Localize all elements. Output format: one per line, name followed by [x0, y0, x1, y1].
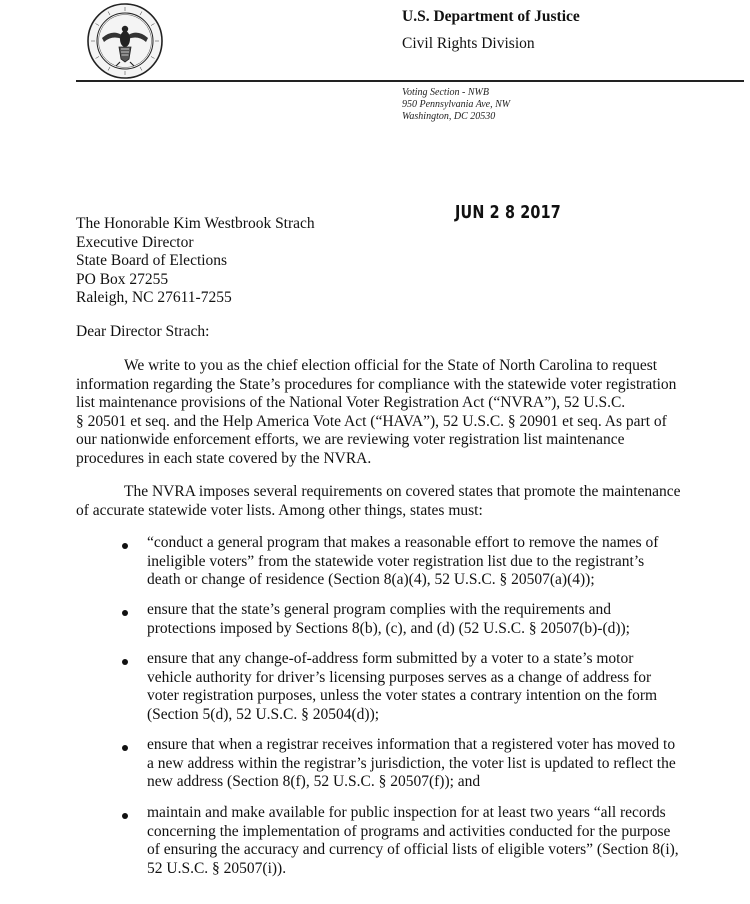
list-item-line: ensure that when a registrar receives information that a registered voter has moved to [147, 736, 676, 753]
list-item [147, 804, 747, 878]
list-item-line: concerning the implementation of programs and activities conducted for the purpose [147, 822, 671, 840]
bullet-icon [122, 610, 128, 616]
recipient-address [76, 215, 315, 308]
body-paragraph-1 [76, 357, 744, 468]
list-item-line: protections imposed by Sections 8(b), (c), and (d) (52 U.S.C. § 20507(b)-(d)); [147, 619, 630, 637]
list-item-line: new address (Section 8(f), 52 U.S.C. § 20507(f)); and [147, 773, 481, 790]
list-item-line: of ensuring the accuracy and currency of official lists of eligible voters” (Section 8(i), [147, 841, 679, 858]
list-item-line: maintain and make available for public inspection for at least two years “all records [147, 804, 666, 821]
list-item-line: a new address within the registrar’s jurisdiction, the voter list is updated to reflect the [147, 754, 676, 772]
doj-seal-icon [86, 2, 164, 80]
bullet-icon [122, 745, 128, 751]
paragraph-line: our nationwide enforcement efforts, we are reviewing voter registration list maintenance [76, 431, 625, 448]
list-item-line: death or change of residence (Section 8(a)(4), 52 U.S.C. § 20507(a)(4)); [147, 571, 595, 588]
section-address-line: 950 Pennsylvania Ave, NW [402, 99, 511, 110]
list-item [147, 534, 747, 590]
agency-name: U.S. Department of Justice [402, 8, 580, 25]
recipient-line: Raleigh, NC 27611-7255 [76, 289, 232, 306]
list-item-line: ensure that any change-of-address form submitted by a voter to a state’s motor [147, 650, 634, 667]
list-item-line: (Section 5(d), 52 U.S.C. § 20504(d)); [147, 705, 380, 723]
list-item [147, 736, 747, 792]
list-item-line: vehicle authority for driver’s licensing purposes serves as a change of address for [147, 668, 652, 686]
division-name: Civil Rights Division [402, 35, 535, 52]
paragraph-line: list maintenance provisions of the National Voter Registration Act (“NVRA”), 52 U.S.C. [76, 394, 626, 411]
recipient-line: State Board of Elections [76, 252, 228, 269]
section-address-line: Voting Section - NWB [402, 87, 489, 98]
paragraph-line: of accurate statewide voter lists. Among other things, states must: [76, 501, 483, 519]
list-item-line: voter registration purposes, unless the voter states a contrary intention on the form [147, 687, 658, 704]
bullet-icon [122, 659, 128, 665]
date-stamp: JUN 2 8 2017 [455, 203, 561, 223]
header-divider [76, 80, 744, 82]
list-item-line: 52 U.S.C. § 20507(i)). [147, 859, 287, 877]
paragraph-line: § 20501 et seq. and the Help America Vote Act (“HAVA”), 52 U.S.C. § 20901 et seq. As part of [76, 412, 667, 430]
recipient-line: Executive Director [76, 233, 194, 251]
list-item-line: “conduct a general program that makes a reasonable effort to remove the names of [147, 534, 659, 551]
section-address [402, 87, 510, 123]
body-paragraph-2 [76, 483, 744, 520]
list-item-line: ineligible voters” from the statewide voter registration list due to the registrant’s [147, 552, 645, 570]
section-address-line: Washington, DC 20530 [402, 111, 496, 122]
bullet-icon [122, 813, 128, 819]
recipient-line: PO Box 27255 [76, 270, 169, 288]
paragraph-line: The NVRA imposes several requirements on covered states that promote the maintenance [124, 483, 681, 500]
list-item [147, 601, 747, 638]
paragraph-line: information regarding the State’s procedures for compliance with the statewide voter registration [76, 375, 677, 393]
salutation: Dear Director Strach: [76, 323, 210, 340]
list-item-line: ensure that the state’s general program complies with the requirements and [147, 601, 611, 618]
bullet-icon [122, 543, 128, 549]
list-item [147, 650, 747, 724]
paragraph-line: procedures in each state covered by the NVRA. [76, 449, 372, 467]
paragraph-line: We write to you as the chief election official for the State of North Carolina to request [124, 357, 658, 374]
recipient-line: The Honorable Kim Westbrook Strach [76, 215, 315, 232]
